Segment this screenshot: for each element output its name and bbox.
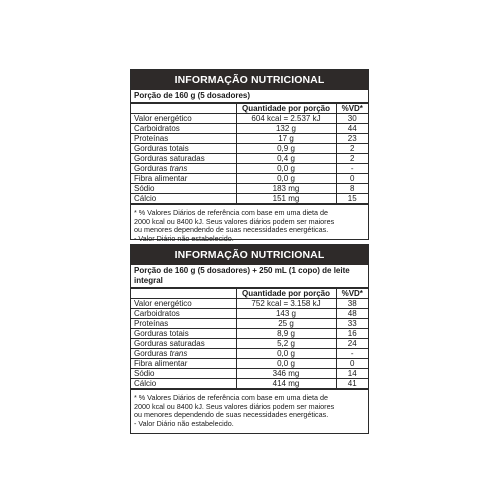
- nutrient-vd: 8: [336, 184, 368, 194]
- nutrient-name: Fibra alimentar: [131, 174, 236, 184]
- table-row: [131, 379, 368, 389]
- nutrient-name: Valor energético: [131, 299, 236, 309]
- table-row: [131, 369, 368, 379]
- blank-header: [131, 289, 236, 299]
- nutrient-name: Gorduras saturadas: [131, 339, 236, 349]
- nutrient-vd: 16: [336, 329, 368, 339]
- nutrient-quantity: 0,0 g: [236, 359, 336, 369]
- nutrient-vd: 44: [336, 124, 368, 134]
- nutrient-quantity: 752 kcal = 3.158 kJ: [236, 299, 336, 309]
- nutrient-quantity: 183 mg: [236, 184, 336, 194]
- table-row: [131, 114, 368, 124]
- nutrition-table: [131, 103, 368, 204]
- nutrition-table: [131, 288, 368, 389]
- nutrient-name-italic: trans: [169, 164, 188, 173]
- nutrient-vd: 0: [336, 174, 368, 184]
- table-row: [131, 154, 368, 164]
- footnote-line: 2000 kcal ou 8400 kJ. Seus valores diários podem ser maiores: [134, 401, 335, 411]
- footnote: [131, 389, 368, 430]
- nutrient-vd: 24: [336, 339, 368, 349]
- nutrient-name: Sódio: [131, 369, 236, 379]
- nutrient-quantity: 604 kcal = 2.537 kJ: [236, 114, 336, 124]
- table-row: [131, 164, 368, 174]
- nutrient-vd: 2: [336, 144, 368, 154]
- table-row: [131, 329, 368, 339]
- footnote-line: ou menores dependendo de suas necessidades energéticas.: [134, 410, 329, 420]
- nutrient-name-prefix: Gorduras: [134, 349, 170, 358]
- table-row: [131, 174, 368, 184]
- nutrient-quantity: 414 mg: [236, 379, 336, 389]
- nutrient-vd: -: [336, 349, 368, 359]
- nutrient-name: Gorduras totais: [131, 144, 236, 154]
- table-row: [131, 319, 368, 329]
- nutrient-vd: 23: [336, 134, 368, 144]
- nutrient-vd: 41: [336, 379, 368, 389]
- nutrient-quantity: 25 g: [236, 319, 336, 329]
- table-row: [131, 144, 368, 154]
- nutrient-name: [131, 349, 236, 359]
- footnote-line: 2000 kcal ou 8400 kJ. Seus valores diários podem ser maiores: [134, 216, 335, 226]
- table-row: [131, 339, 368, 349]
- nutrient-name-prefix: Gorduras: [134, 164, 170, 173]
- nutrient-name: Cálcio: [131, 194, 236, 204]
- nutrient-name-italic: trans: [169, 349, 188, 358]
- panel-header: INFORMAÇÃO NUTRICIONAL: [131, 70, 368, 90]
- blank-header: [131, 104, 236, 114]
- footnote-line: - Valor Diário não estabelecido.: [134, 233, 234, 243]
- table-row: [131, 309, 368, 319]
- nutrient-quantity: 17 g: [236, 134, 336, 144]
- nutrient-vd: 33: [336, 319, 368, 329]
- nutrient-name: Proteínas: [131, 134, 236, 144]
- nutrient-vd: 14: [336, 369, 368, 379]
- quantity-header: Quantidade por porção: [236, 104, 336, 114]
- nutrient-name: Valor energético: [131, 114, 236, 124]
- nutrient-quantity: 346 mg: [236, 369, 336, 379]
- nutrient-vd: 2: [336, 154, 368, 164]
- nutrient-name: Gorduras totais: [131, 329, 236, 339]
- vd-header: %VD*: [336, 289, 368, 299]
- table-row: [131, 124, 368, 134]
- nutrient-name: Carboidratos: [131, 309, 236, 319]
- portion-size: Porção de 160 g (5 dosadores): [131, 90, 368, 103]
- nutrient-name: Sódio: [131, 184, 236, 194]
- nutrient-name: Fibra alimentar: [131, 359, 236, 369]
- portion-size: Porção de 160 g (5 dosadores) + 250 mL (1 copo) de leite integral: [131, 265, 368, 288]
- nutrient-vd: 0: [336, 359, 368, 369]
- footnote-line: - Valor Diário não estabelecido.: [134, 418, 234, 428]
- nutrient-quantity: 0,9 g: [236, 144, 336, 154]
- table-row: [131, 359, 368, 369]
- table-row: [131, 299, 368, 309]
- footnote-line: * % Valores Diários de referência com base em uma dieta de: [134, 208, 329, 217]
- table-row: [131, 349, 368, 359]
- nutrient-quantity: 8,9 g: [236, 329, 336, 339]
- vd-header: %VD*: [336, 104, 368, 114]
- table-row: [131, 194, 368, 204]
- quantity-header: Quantidade por porção: [236, 289, 336, 299]
- footnote: [131, 204, 368, 245]
- footnote-line: * % Valores Diários de referência com base em uma dieta de: [134, 393, 329, 402]
- nutrient-name: Proteínas: [131, 319, 236, 329]
- nutrient-quantity: 143 g: [236, 309, 336, 319]
- table-row: [131, 184, 368, 194]
- nutrient-vd: 48: [336, 309, 368, 319]
- nutrient-name: Cálcio: [131, 379, 236, 389]
- nutrient-name: Gorduras saturadas: [131, 154, 236, 164]
- table-header-row: [131, 104, 368, 114]
- nutrient-vd: 15: [336, 194, 368, 204]
- nutrient-vd: -: [336, 164, 368, 174]
- nutrition-panel-with-milk: [130, 244, 369, 434]
- nutrient-vd: 38: [336, 299, 368, 309]
- panel-header: INFORMAÇÃO NUTRICIONAL: [131, 245, 368, 265]
- nutrient-quantity: 132 g: [236, 124, 336, 134]
- nutrient-quantity: 5,2 g: [236, 339, 336, 349]
- nutrient-name: [131, 164, 236, 174]
- nutrient-quantity: 0,4 g: [236, 154, 336, 164]
- footnote-line: ou menores dependendo de suas necessidades energéticas.: [134, 225, 329, 235]
- nutrition-panel-powder: [130, 69, 369, 243]
- table-header-row: [131, 289, 368, 299]
- nutrient-quantity: 0,0 g: [236, 174, 336, 184]
- table-row: [131, 134, 368, 144]
- nutrient-quantity: 0,0 g: [236, 164, 336, 174]
- nutrient-quantity: 151 mg: [236, 194, 336, 204]
- nutrient-quantity: 0,0 g: [236, 349, 336, 359]
- nutrient-vd: 30: [336, 114, 368, 124]
- nutrient-name: Carboidratos: [131, 124, 236, 134]
